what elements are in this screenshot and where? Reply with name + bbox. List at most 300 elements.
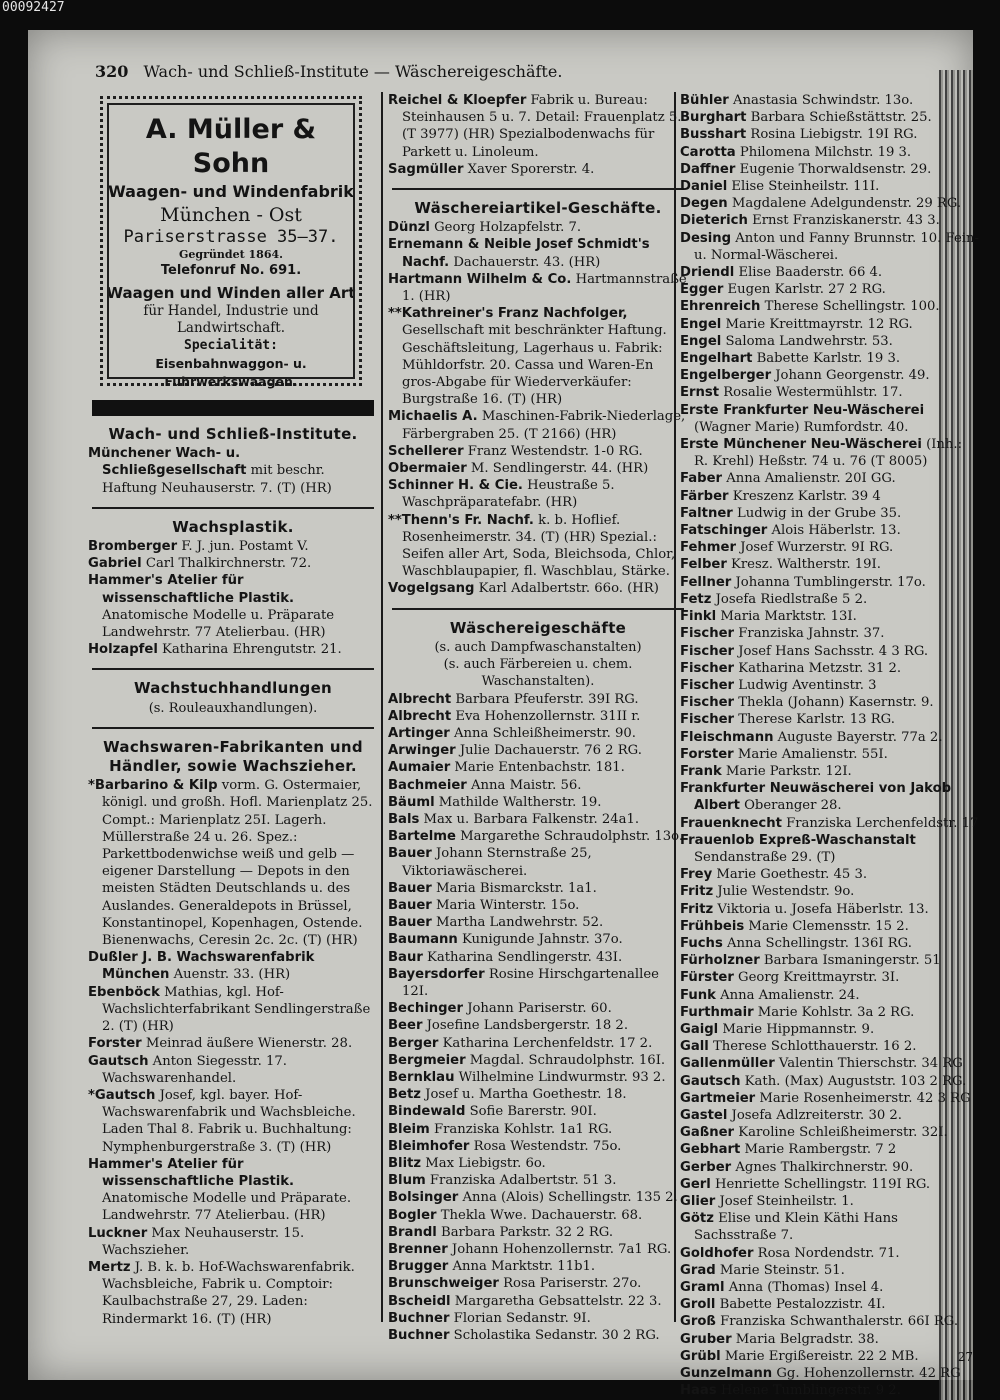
- entry-details: (Inh.: R. Krehl) Heßstr. 74 u. 76 (T 8005): [694, 437, 963, 470]
- entry-details: Julie Westendstr. 9o.: [713, 884, 855, 900]
- entry-details: Anna Amalienstr. 24.: [715, 987, 860, 1003]
- entry-details: Wilhelmine Lindwurmstr. 93 2.: [454, 1069, 666, 1085]
- page-number: 320: [95, 62, 129, 81]
- ad-specialty-items: Eisenbahnwaggon- u. Fuhrwerkswaagen.: [155, 356, 307, 389]
- entry-name: Erste Münchener Neu-Wäscherei: [680, 437, 922, 453]
- entry-details: Kresz. Waltherstr. 19I.: [726, 557, 881, 573]
- directory-entry: [388, 1069, 688, 1086]
- entry-details: Rosa Pariserstr. 27o.: [498, 1276, 642, 1292]
- directory-entry: [680, 1004, 980, 1021]
- entry-details: Heustraße 5. Waschpräparatefabr. (HR): [402, 478, 615, 511]
- directory-entry: [388, 236, 688, 270]
- directory-entry: [680, 1296, 980, 1313]
- entry-name: Gall: [680, 1039, 709, 1055]
- entry-name: Engel: [680, 333, 722, 349]
- entry-name: Luckner: [88, 1225, 148, 1241]
- entry-name: Fuchs: [680, 935, 723, 951]
- directory-entry: [88, 1259, 378, 1328]
- directory-entry: [388, 725, 688, 742]
- entry-name: Bogler: [388, 1207, 437, 1223]
- section-title: Wach- und Schließ-Institute.: [108, 425, 358, 443]
- entry-details: Kreszenz Karlstr. 39 4: [728, 488, 881, 504]
- entry-details: Agnes Thalkirchnerstr. 90.: [731, 1159, 914, 1175]
- ad-specialty: Specialität:: [184, 338, 278, 353]
- entry-details: Maria Bismarckstr. 1a1.: [431, 880, 597, 896]
- entry-details: J. B. k. b. Hof-Wachswarenfabrik. Wachsbleiche, Fabrik u. Comptoir: Kaulbachstraße 27, 29. Laden: Rindermarkt 16. (T) (HR): [102, 1259, 355, 1327]
- entry-details: Johann Sternstraße 25, Viktoriawäscherei.: [402, 846, 592, 879]
- entry-name: Fischer: [680, 626, 735, 642]
- entry-name: Berger: [388, 1035, 439, 1051]
- directory-entry: [680, 1279, 980, 1296]
- entry-details: Ludwig Aventinstr. 3: [734, 677, 877, 693]
- entry-name: Fürholzner: [680, 953, 760, 969]
- entry-details: Margaretha Gebsattelstr. 22 3.: [450, 1293, 662, 1309]
- entry-details: F. J. jun. Postamt V.: [177, 539, 309, 555]
- entry-name: Frauenlob Expreß-Waschanstalt: [680, 832, 916, 848]
- entry-name: Gautsch: [680, 1073, 741, 1089]
- ad-founded: Gegründet 1864.: [179, 248, 283, 261]
- directory-entry: [680, 144, 980, 161]
- ad-street: Pariserstrasse 35–37.: [123, 227, 339, 247]
- ad-phone: Telefonruf No. 691.: [160, 263, 302, 278]
- directory-entry: [680, 1021, 980, 1038]
- directory-entry: [680, 866, 980, 883]
- section-title: Wäschereigeschäfte: [449, 618, 627, 637]
- directory-entry: [388, 931, 688, 948]
- directory-entry: [680, 935, 980, 952]
- entry-details: Mathilde Waltherstr. 19.: [434, 794, 602, 810]
- directory-entry: [680, 556, 980, 573]
- directory-entry: [88, 445, 378, 497]
- entry-name: Schinner H. & Cie.: [388, 478, 523, 494]
- entry-name: Gartmeier: [680, 1090, 756, 1106]
- entry-details: Fabrik u. Bureau: Steinhausen 5 u. 7. Detail: Frauenplatz 5. (T 3977) (HR) Spezialbodenwachs für Parkett u. Linoleum.: [402, 93, 682, 160]
- entry-name: Bühler: [680, 93, 729, 108]
- entry-name: Ernst: [680, 385, 720, 401]
- entry-details: Thekla (Johann) Kasernstr. 9.: [734, 695, 934, 711]
- ad-company: A. Müller & Sohn: [145, 114, 317, 179]
- entry-name: Arwinger: [388, 743, 456, 759]
- directory-entry: [680, 952, 980, 969]
- entry-details: Marie Rambergstr. 7 2: [740, 1142, 897, 1158]
- entry-details: Elise und Klein Käthi Hans Sachsstraße 7.: [694, 1211, 898, 1244]
- directory-entry: [388, 1052, 688, 1069]
- entry-name: Egger: [680, 282, 724, 298]
- entry-name: Graml: [680, 1280, 725, 1296]
- directory-entry: [388, 161, 688, 178]
- section-divider: [92, 507, 374, 509]
- entry-name: Bauer: [388, 915, 432, 931]
- section-title: Wachstuchhandlungen: [133, 679, 333, 698]
- entry-name: Driendl: [680, 265, 735, 281]
- entry-name: Bauer: [388, 846, 432, 862]
- directory-entry: [680, 333, 980, 350]
- entry-name: Dieterich: [680, 213, 748, 229]
- entry-details: Barbara Pfeuferstr. 39I RG.: [451, 691, 639, 707]
- entry-details: Maria Marktstr. 13I.: [716, 609, 857, 625]
- directory-entry: [88, 984, 378, 1036]
- directory-entry: [680, 436, 980, 470]
- entry-details: Marie Rosenheimerstr. 42 3 RG: [755, 1090, 971, 1106]
- entry-name: Daffner: [680, 161, 736, 177]
- directory-entry: [388, 1207, 688, 1224]
- directory-entry: [388, 1275, 688, 1292]
- entry-name: Bolsinger: [388, 1190, 459, 1206]
- section-divider: [392, 608, 684, 610]
- entry-details: Therese Karlstr. 13 RG.: [734, 712, 895, 728]
- entry-details: Margarethe Schraudolphstr. 13o.: [455, 829, 684, 845]
- running-title: Wach- und Schließ-Institute — Wäschereigeschäfte.: [143, 62, 563, 81]
- entry-name: Gruber: [680, 1331, 732, 1347]
- entry-name: Bergmeier: [388, 1052, 466, 1068]
- directory-entry: [388, 966, 688, 1000]
- entry-name: Groll: [680, 1297, 716, 1313]
- entry-name: Forster: [88, 1036, 142, 1052]
- directory-entry: [680, 1382, 980, 1399]
- entry-name: Aumaier: [388, 760, 451, 776]
- entry-details: Anna Marktstr. 11b1.: [448, 1259, 596, 1275]
- entry-details: Josefa Adlzreiterstr. 30 2.: [727, 1107, 902, 1123]
- directory-entry: [680, 746, 980, 763]
- entry-details: Katharina Ehrengutstr. 21.: [157, 642, 342, 658]
- directory-entry: [680, 591, 980, 608]
- section-note: (s. auch Dampfwaschanstalten): [434, 639, 642, 655]
- entry-name: Obermaier: [388, 461, 467, 477]
- entry-details: Josef Hans Sachsstr. 4 3 RG.: [734, 643, 929, 659]
- entry-name: Frühbeis: [680, 918, 745, 934]
- directory-entry: [388, 443, 688, 460]
- entry-details: Scholastika Sedanstr. 30 2 RG.: [449, 1328, 660, 1344]
- directory-entry: [680, 1073, 980, 1090]
- entry-details: Rosalie Westermühlstr. 17.: [719, 385, 903, 401]
- entry-details: Marie Parkstr. 12I.: [721, 763, 852, 779]
- entry-name: *Gautsch: [88, 1087, 156, 1103]
- directory-entry: [680, 711, 980, 728]
- entry-details: Maria Winterstr. 15o.: [431, 897, 580, 913]
- entry-name: **Thenn's Fr. Nachf.: [388, 512, 534, 528]
- entry-details: Dachauerstr. 43. (HR): [449, 254, 601, 270]
- directory-entry: [680, 1090, 980, 1107]
- directory-entry: [388, 1224, 688, 1241]
- directory-entry: [680, 729, 980, 746]
- entry-details: Mathias, kgl. Hof-Wachslichterfabrikant Sendlingerstraße 2. (T) (HR): [102, 984, 371, 1035]
- entry-details: M. Sendlingerstr. 44. (HR): [466, 461, 649, 477]
- entry-details: Anastasia Schwindstr. 13o.: [728, 93, 914, 108]
- directory-entry: [388, 271, 688, 305]
- entry-details: Katharina Metzstr. 31 2.: [734, 660, 902, 676]
- directory-entry: [680, 281, 980, 298]
- entry-details: Gg. Hohenzollernstr. 42 RG: [772, 1366, 961, 1382]
- ad-for-line2: Landwirtschaft.: [176, 320, 286, 336]
- entry-details: Valentin Thierschstr. 34 RG: [774, 1056, 963, 1072]
- entry-name: Frank: [680, 763, 722, 779]
- directory-entry: [388, 512, 688, 581]
- directory-entry: [680, 1365, 980, 1382]
- entry-details: Anna (Alois) Schellingstr. 135 2.: [458, 1190, 678, 1206]
- directory-entry: [680, 109, 980, 126]
- entry-name: Bromberger: [88, 539, 178, 555]
- entry-name: Groß: [680, 1314, 716, 1330]
- directory-entry: [88, 641, 378, 658]
- entry-details: Ludwig in der Grube 35.: [732, 505, 902, 521]
- directory-entry: [680, 901, 980, 918]
- directory-entry: [680, 832, 980, 866]
- directory-entry: [680, 574, 980, 591]
- entry-details: Saloma Landwehrstr. 53.: [721, 333, 893, 349]
- directory-entry: [680, 677, 980, 694]
- entry-name: Bauer: [388, 880, 432, 896]
- entry-details: Julie Dachauerstr. 76 2 RG.: [455, 743, 642, 759]
- advertisement: [100, 96, 362, 389]
- entry-details: Gesellschaft mit beschränkter Haftung. Geschäftsleitung, Lagerhaus u. Fabrik: Mühldorfstr. 20. Cassa und Waren-En gros-Abgabe für Wiederverkäufer: Burgstraße 16. (T) (HR): [402, 323, 667, 408]
- entry-name: Hammer's Atelier für wissenschaftliche Plastik.: [88, 1156, 295, 1189]
- entry-details: Josefine Landsbergerstr. 18 2.: [422, 1018, 629, 1034]
- section-title: Wäschereiartikel-Geschäfte.: [414, 199, 662, 218]
- entry-details: Babette Karlstr. 19 3.: [752, 351, 901, 367]
- page-fragment: 27: [957, 1350, 973, 1364]
- directory-entry: [388, 477, 688, 511]
- directory-entry: [680, 178, 980, 195]
- entry-details: Georg Holzapfelstr. 7.: [429, 220, 582, 236]
- entry-details: Hartmannstraße 1. (HR): [402, 271, 687, 305]
- entry-name: Degen: [680, 196, 728, 212]
- directory-entry: [680, 1193, 980, 1210]
- section-divider: [92, 727, 374, 729]
- entry-details: Anton und Fanny Brunnstr. 10. Fein- u. Normal-Wäscherei.: [694, 230, 979, 263]
- directory-entry: [388, 1258, 688, 1275]
- directory-entry: [388, 828, 688, 845]
- entry-details: Anna Maistr. 56.: [466, 777, 582, 793]
- entry-details: Barbara Schießstättstr. 25.: [746, 110, 932, 126]
- directory-entry: [388, 1121, 688, 1138]
- entry-name: Blum: [388, 1173, 426, 1189]
- column-rule-1: [381, 92, 383, 1322]
- entry-details: Magdalene Adelgundenstr. 29 RG.: [727, 196, 962, 212]
- directory-entry: [680, 608, 980, 625]
- column-3: [680, 92, 980, 1399]
- entry-details: Elise Steinheilstr. 11I.: [727, 179, 880, 195]
- entry-name: Fritz: [680, 901, 714, 917]
- directory-entry: [88, 777, 378, 949]
- entry-name: Gaigl: [680, 1021, 719, 1037]
- entry-details: Therese Schlotthauerstr. 16 2.: [708, 1039, 917, 1055]
- entry-name: Blitz: [388, 1155, 422, 1171]
- entry-name: Bleimhofer: [388, 1138, 470, 1154]
- entry-name: Grübl: [680, 1348, 721, 1364]
- directory-entry: [388, 691, 688, 708]
- entry-details: mit beschr. Haftung Neuhauserstr. 7. (T) (HR): [102, 463, 332, 496]
- entry-details: Kath. (Max) Auguststr. 103 2 RG.: [740, 1073, 967, 1089]
- directory-entry: [88, 1156, 378, 1225]
- entry-name: Michaelis A.: [388, 409, 478, 425]
- entry-name: Ebenböck: [88, 984, 160, 1000]
- entry-name: Faber: [680, 471, 723, 487]
- directory-entry: [388, 811, 688, 828]
- entry-details: Max Liebigstr. 6o.: [421, 1155, 546, 1171]
- entry-name: Goldhofer: [680, 1245, 754, 1261]
- entry-details: Marie Ergißereistr. 22 2 MB.: [720, 1348, 919, 1364]
- entry-details: Anna Schleißheimerstr. 90.: [449, 725, 636, 741]
- entry-details: Josef Steinheilstr. 1.: [715, 1194, 854, 1209]
- ad-for-line1: für Handel, Industrie und: [143, 303, 319, 319]
- directory-entry: [388, 1172, 688, 1189]
- entry-details: Babette Pestalozzistr. 4I.: [715, 1297, 886, 1313]
- entry-name: Fleischmann: [680, 729, 774, 745]
- entry-name: Gaßner: [680, 1125, 735, 1141]
- directory-entry: [680, 195, 980, 212]
- entry-name: Ernemann & Neible Josef Schmidt's Nachf.: [388, 237, 650, 270]
- entry-details: Eva Hohenzollernstr. 31II r.: [451, 708, 641, 724]
- entry-details: Therese Schellingstr. 100.: [760, 299, 940, 315]
- entry-details: Franziska Schwanthalerstr. 66I RG.: [715, 1314, 959, 1330]
- column-1: [88, 92, 378, 1328]
- entry-name: *Barbarino & Kilp: [88, 778, 218, 794]
- directory-entry: [680, 625, 980, 642]
- entry-name: Fischer: [680, 660, 735, 676]
- directory-entry: [388, 1293, 688, 1310]
- section-title: Händler, sowie Wachszieher.: [109, 757, 357, 776]
- directory-entry: [680, 1141, 980, 1158]
- entry-details: Ernst Franziskanerstr. 43 3.: [747, 213, 940, 229]
- entry-name: Gautsch: [88, 1053, 149, 1069]
- entry-name: Ehrenreich: [680, 299, 761, 315]
- entry-details: Helene Tumblingerstr. 9 2.: [716, 1383, 901, 1399]
- entry-details: Karoline Schleißheimerstr. 32I.: [734, 1125, 948, 1141]
- entry-name: Dußler J. B. Wachswarenfabrik München: [88, 950, 315, 983]
- entry-name: Bscheidl: [388, 1293, 451, 1309]
- entry-name: Brugger: [388, 1259, 449, 1275]
- directory-entry: [388, 1103, 688, 1120]
- entry-name: Gastel: [680, 1107, 728, 1123]
- directory-entry: [680, 1313, 980, 1330]
- entry-details: Henriette Schellingstr. 119I RG.: [710, 1176, 931, 1192]
- entry-details: Karl Adalbertstr. 66o. (HR): [474, 581, 659, 597]
- directory-entry: [680, 488, 980, 505]
- entry-name: Frey: [680, 867, 713, 883]
- directory-entry: [88, 555, 378, 572]
- directory-entry: [680, 92, 980, 109]
- directory-entry: [680, 918, 980, 935]
- entry-name: Brenner: [388, 1242, 448, 1257]
- directory-entry: [680, 1159, 980, 1176]
- directory-entry: [680, 161, 980, 178]
- directory-entry: [88, 949, 378, 983]
- entry-name: Färber: [680, 488, 729, 504]
- entry-details: Franziska Adalbertstr. 51 3.: [425, 1173, 617, 1189]
- entry-name: **Kathreiner's Franz Nachfolger,: [388, 306, 628, 322]
- entry-details: Meinrad äußere Wienerstr. 28.: [141, 1036, 353, 1052]
- directory-entry: [680, 883, 980, 900]
- directory-entry: [388, 219, 688, 236]
- entry-details: Barbara Parkstr. 32 2 RG.: [436, 1224, 614, 1240]
- entry-name: Bernklau: [388, 1069, 455, 1085]
- entry-details: Johanna Tumblingerstr. 17o.: [731, 574, 926, 590]
- directory-entry: [680, 1245, 980, 1262]
- entry-name: Fellner: [680, 574, 732, 590]
- directory-entry: [680, 1124, 980, 1141]
- entry-details: Johann Hohenzollernstr. 7a1 RG.: [447, 1242, 672, 1257]
- section-note: (s. Rouleauxhandlungen).: [148, 700, 318, 716]
- entry-details: Marie Entenbachstr. 181.: [450, 760, 625, 776]
- entry-details: Florian Sedanstr. 9I.: [449, 1310, 591, 1326]
- entry-name: Bindewald: [388, 1104, 466, 1120]
- entry-details: Josefa Riedlstraße 5 2.: [711, 591, 868, 607]
- entry-details: Anton Siegesstr. 17. Wachswarenhandel.: [102, 1053, 287, 1086]
- directory-entry: [388, 1035, 688, 1052]
- section-title: Wachsplastik.: [172, 517, 294, 536]
- section-title: Wachswaren-Fabrikanten und: [103, 737, 363, 756]
- directory-entry: [388, 914, 688, 931]
- entry-details: Marie Amalienstr. 55I.: [733, 746, 888, 762]
- entry-details: Carl Thalkirchnerstr. 72.: [141, 556, 312, 572]
- directory-entry: [680, 522, 980, 539]
- entry-details: (Wagner Marie) Rumfordstr. 40.: [694, 419, 909, 435]
- entry-details: Alois Häberlstr. 13.: [767, 523, 901, 539]
- entry-details: Auguste Bayerstr. 77a 2.: [773, 729, 943, 745]
- directory-entry: [88, 572, 378, 641]
- entry-name: Schellerer: [388, 443, 464, 459]
- entry-details: Johann Pariserstr. 60.: [463, 1001, 612, 1017]
- entry-name: Fischer: [680, 695, 735, 711]
- directory-entry: [680, 763, 980, 780]
- entry-details: Kunigunde Jahnstr. 37o.: [457, 932, 623, 948]
- directory-entry: [388, 1241, 688, 1258]
- entry-details: Eugen Karlstr. 27 2 RG.: [723, 282, 886, 298]
- entry-name: Gerber: [680, 1159, 732, 1175]
- entry-details: Elise Baaderstr. 66 4.: [734, 265, 883, 281]
- entry-details: Franz Westendstr. 1-0 RG.: [463, 443, 643, 459]
- directory-entry: [388, 759, 688, 776]
- entry-details: Maria Belgradstr. 38.: [731, 1331, 879, 1347]
- entry-name: Bechinger: [388, 1001, 463, 1017]
- entry-details: Magdal. Schraudolphstr. 16I.: [465, 1052, 666, 1068]
- entry-name: Busshart: [680, 127, 747, 143]
- ad-business: Waagen- und Windenfabrik: [108, 182, 354, 201]
- directory-entry: [680, 316, 980, 333]
- directory-entry: [388, 580, 688, 597]
- entry-details: Anna (Thomas) Insel 4.: [724, 1280, 884, 1296]
- section-divider: [392, 188, 684, 190]
- directory-entry: [388, 897, 688, 914]
- entry-details: Anna Amalienstr. 20I GG.: [722, 471, 896, 487]
- directory-entry: [388, 777, 688, 794]
- entry-details: Oberanger 28.: [739, 798, 842, 814]
- entry-details: Marie Kohlstr. 3a 2 RG.: [753, 1004, 915, 1020]
- entry-name: Burghart: [680, 110, 747, 126]
- entry-details: Rosa Nordendstr. 71.: [753, 1245, 900, 1261]
- separator-bar: [92, 400, 374, 416]
- directory-entry: [388, 949, 688, 966]
- directory-entry: [388, 92, 688, 161]
- entry-name: Gunzelmann: [680, 1366, 773, 1382]
- entry-details: Xaver Sporerstr. 4.: [463, 161, 595, 177]
- archive-id: 00092427: [2, 0, 65, 15]
- ad-products: Waagen und Winden aller Art: [106, 284, 356, 302]
- entry-name: Engelhart: [680, 351, 753, 367]
- directory-entry: [388, 1327, 688, 1344]
- directory-entry: [680, 1107, 980, 1124]
- entry-details: Max u. Barbara Falkenstr. 24a1.: [419, 811, 640, 827]
- entry-details: Barbara Ismaningerstr. 51: [759, 953, 941, 969]
- entry-name: Haas: [680, 1383, 717, 1399]
- entry-details: Viktoria u. Josefa Häberlstr. 13.: [713, 901, 929, 917]
- directory-entry: [680, 1262, 980, 1279]
- entry-name: Artinger: [388, 725, 450, 741]
- directory-entry: [388, 1000, 688, 1017]
- entry-details: Georg Kreittmayrstr. 3I.: [733, 970, 900, 986]
- entry-details: Sofie Barerstr. 90I.: [465, 1104, 597, 1120]
- directory-entry: [388, 1310, 688, 1327]
